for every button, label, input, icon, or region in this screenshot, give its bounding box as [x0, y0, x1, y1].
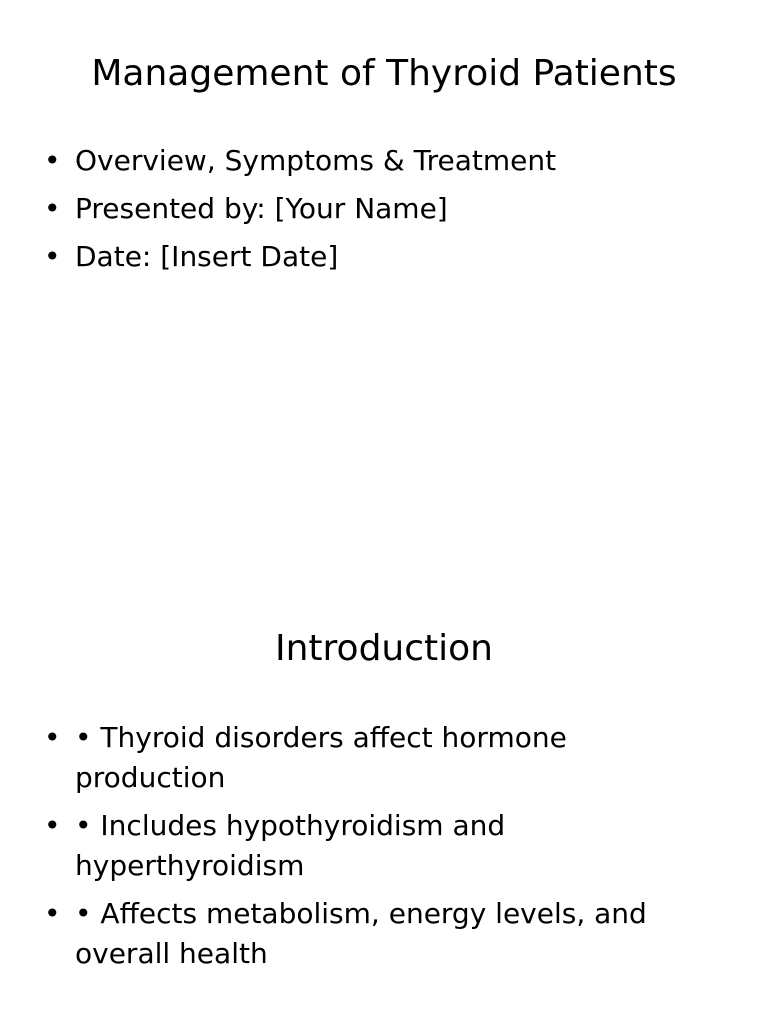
bullet-text: • Includes hypothyroidism and hyperthyroidism: [75, 809, 506, 882]
bullet-text: • Affects metabolism, energy levels, and overall health: [75, 897, 647, 970]
bullet-icon: •: [44, 721, 61, 754]
bullet-icon: •: [44, 897, 61, 930]
bullet-text: Overview, Symptoms & Treatment: [75, 144, 557, 177]
slide-introduction: [0, 576, 768, 1024]
bullet-text: Presented by: [Your Name]: [75, 192, 448, 225]
list-item: [44, 189, 684, 229]
list-item: [44, 894, 684, 974]
bullet-text: • Thyroid disorders affect hormone production: [75, 721, 567, 794]
list-item: [44, 718, 684, 798]
bullet-text: Date: [Insert Date]: [75, 240, 339, 273]
slide-title: Management of Thyroid Patients: [91, 53, 677, 94]
bullet-icon: •: [44, 144, 61, 177]
slide-title: Introduction: [274, 628, 493, 669]
list-item: [44, 237, 684, 277]
bullet-icon: •: [44, 809, 61, 842]
bullet-list: [44, 141, 684, 285]
list-item: [44, 141, 684, 181]
bullet-icon: •: [44, 192, 61, 225]
list-item: [44, 806, 684, 886]
bullet-list: [44, 718, 684, 982]
bullet-icon: •: [44, 240, 61, 273]
